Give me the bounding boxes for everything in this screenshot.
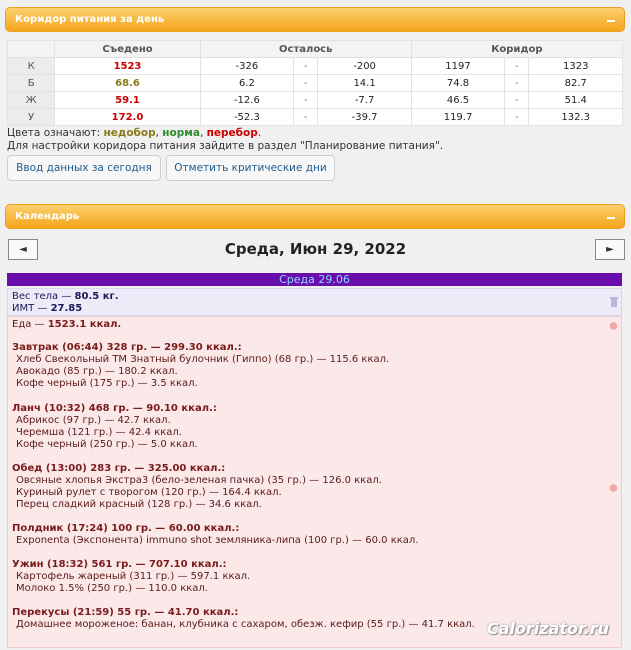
table-row [8,92,623,109]
meal-item: Хлеб Свекольный ТМ Знатный булочник (Гиппо) (68 гр.) — 115.6 ккал. [16,354,390,365]
left-min: -52.3 [200,109,293,126]
dash: - [505,92,529,109]
meal-item: Куриный рулет с творогом (120 гр.) — 164.4 ккал. [16,487,282,498]
dash: - [505,109,529,126]
meal-item: Кофе черный (250 гр.) — 5.0 ккал. [16,439,198,450]
legend-suffix: . [257,127,262,139]
meal-item: Exponenta (Экспонента) immuno shot земляника-липа (100 гр.) — 60.0 ккал. [16,535,419,546]
meal-header: Перекусы (21:59) 55 гр. — 41.70 ккал.: [12,607,239,618]
meal-item: Домашнее мороженое: банан, клубника с сахаром, обезж. кефир (55 гр.) — 41.7 ккал. [16,619,475,630]
eaten-value: 172.0 [55,109,200,126]
bmi-line [12,303,82,315]
eaten-value: 59.1 [55,92,200,109]
weight-value: 80.5 кг. [74,291,119,302]
table-row [8,109,623,126]
weight-label: Вес тела — [12,291,75,302]
dash: - [294,109,318,126]
left-max: -200 [318,58,411,75]
food-total [12,319,121,331]
row-label: Б [8,75,55,92]
meal-header: Завтрак (06:44) 328 гр. — 299.30 ккал.: [12,342,242,353]
corridor-panel-title: Коридор питания за день [15,14,165,25]
meal-header: Обед (13:00) 283 гр. — 325.00 ккал.: [12,463,226,474]
meal-item: Молоко 1.5% (250 гр.) — 110.0 ккал. [16,583,208,594]
weight-block [7,288,622,316]
meal-header: Полдник (17:24) 100 гр. — 60.00 ккал.: [12,523,240,534]
meal-header: Ланч (10:32) 468 гр. — 90.10 ккал.: [12,403,217,414]
dash: - [505,75,529,92]
corridor-max: 51.4 [529,92,623,109]
meal-item: Овсяные хлопья Экстра3 (бело-зеленая пачка) (35 гр.) — 126.0 ккал. [16,475,382,486]
eaten-value: 1523 [55,58,200,75]
header-left: Осталось [200,41,411,58]
legend-hint: Для настройки коридора питания зайдите в раздел "Планирование питания". [7,140,444,152]
dash: - [505,58,529,75]
prev-day-button[interactable]: ◄ [8,239,38,260]
left-min: -326 [200,58,293,75]
eaten-value: 68.6 [55,75,200,92]
dash: - [294,75,318,92]
apple-icon[interactable] [609,321,618,330]
meal-item: Авокадо (85 гр.) — 180.2 ккал. [16,366,178,377]
next-day-button[interactable]: ► [595,239,625,260]
header-eaten: Съедено [55,41,200,58]
corridor-max: 1323 [529,58,623,75]
corridor-max: 82.7 [529,75,623,92]
left-min: 6.2 [200,75,293,92]
corridor-max: 132.3 [529,109,623,126]
trash-icon[interactable] [610,297,618,307]
legend-sep: , [199,127,207,139]
legend-sep: , [155,127,163,139]
food-total-label: Еда — [12,319,48,330]
meal-item: Перец сладкий красный (128 гр.) — 34.6 ккал. [16,499,262,510]
meal-item: Абрикос (97 гр.) — 42.7 ккал. [16,415,171,426]
bmi-value: 27.85 [50,303,83,314]
collapse-icon[interactable] [607,217,615,219]
collapse-icon[interactable] [607,20,615,22]
watermark: Calorizator.ru [486,619,609,638]
legend-line [7,127,443,140]
meal-header: Ужин (18:32) 561 гр. — 707.10 ккал.: [12,559,227,570]
left-max: -7.7 [318,92,411,109]
row-label: Ж [8,92,55,109]
calendar-panel-title: Календарь [15,211,80,222]
meal-item: Кофе черный (175 гр.) — 3.5 ккал. [16,378,198,389]
legend-prefix: Цвета означают: [7,127,104,139]
critical-days-button[interactable]: Отметить критические дни [166,155,335,181]
legend-under: недобор [103,127,156,139]
corridor-min: 1197 [411,58,504,75]
row-label: К [8,58,55,75]
left-max: -39.7 [318,109,411,126]
header-corridor: Коридор [411,41,622,58]
dash: - [294,92,318,109]
legend-norm: норма [162,127,200,139]
left-max: 14.1 [318,75,411,92]
calendar-panel-header[interactable] [5,204,625,229]
bmi-label: ИМТ — [12,303,51,314]
corridor-table [7,40,623,126]
left-min: -12.6 [200,92,293,109]
table-row [8,58,623,75]
enter-today-button[interactable]: Ввод данных за сегодня [7,155,161,181]
corridor-min: 119.7 [411,109,504,126]
corridor-panel-header[interactable] [5,7,625,32]
color-legend [7,127,443,153]
day-bar: Среда 29.06 [7,273,622,286]
meal-item: Черемша (121 гр.) — 42.4 ккал. [16,427,182,438]
row-label: У [8,109,55,126]
table-header-row [8,41,623,58]
table-row [8,75,623,92]
meal-item: Картофель жареный (311 гр.) — 597.1 ккал. [16,571,251,582]
corridor-min: 74.8 [411,75,504,92]
corridor-min: 46.5 [411,92,504,109]
weight-line [12,291,119,303]
current-date: Среда, Июн 29, 2022 [224,240,407,258]
legend-over: перебор [206,127,258,139]
dash: - [294,58,318,75]
food-block [7,316,622,648]
apple-icon[interactable] [609,483,618,492]
food-total-value: 1523.1 ккал. [47,319,122,330]
